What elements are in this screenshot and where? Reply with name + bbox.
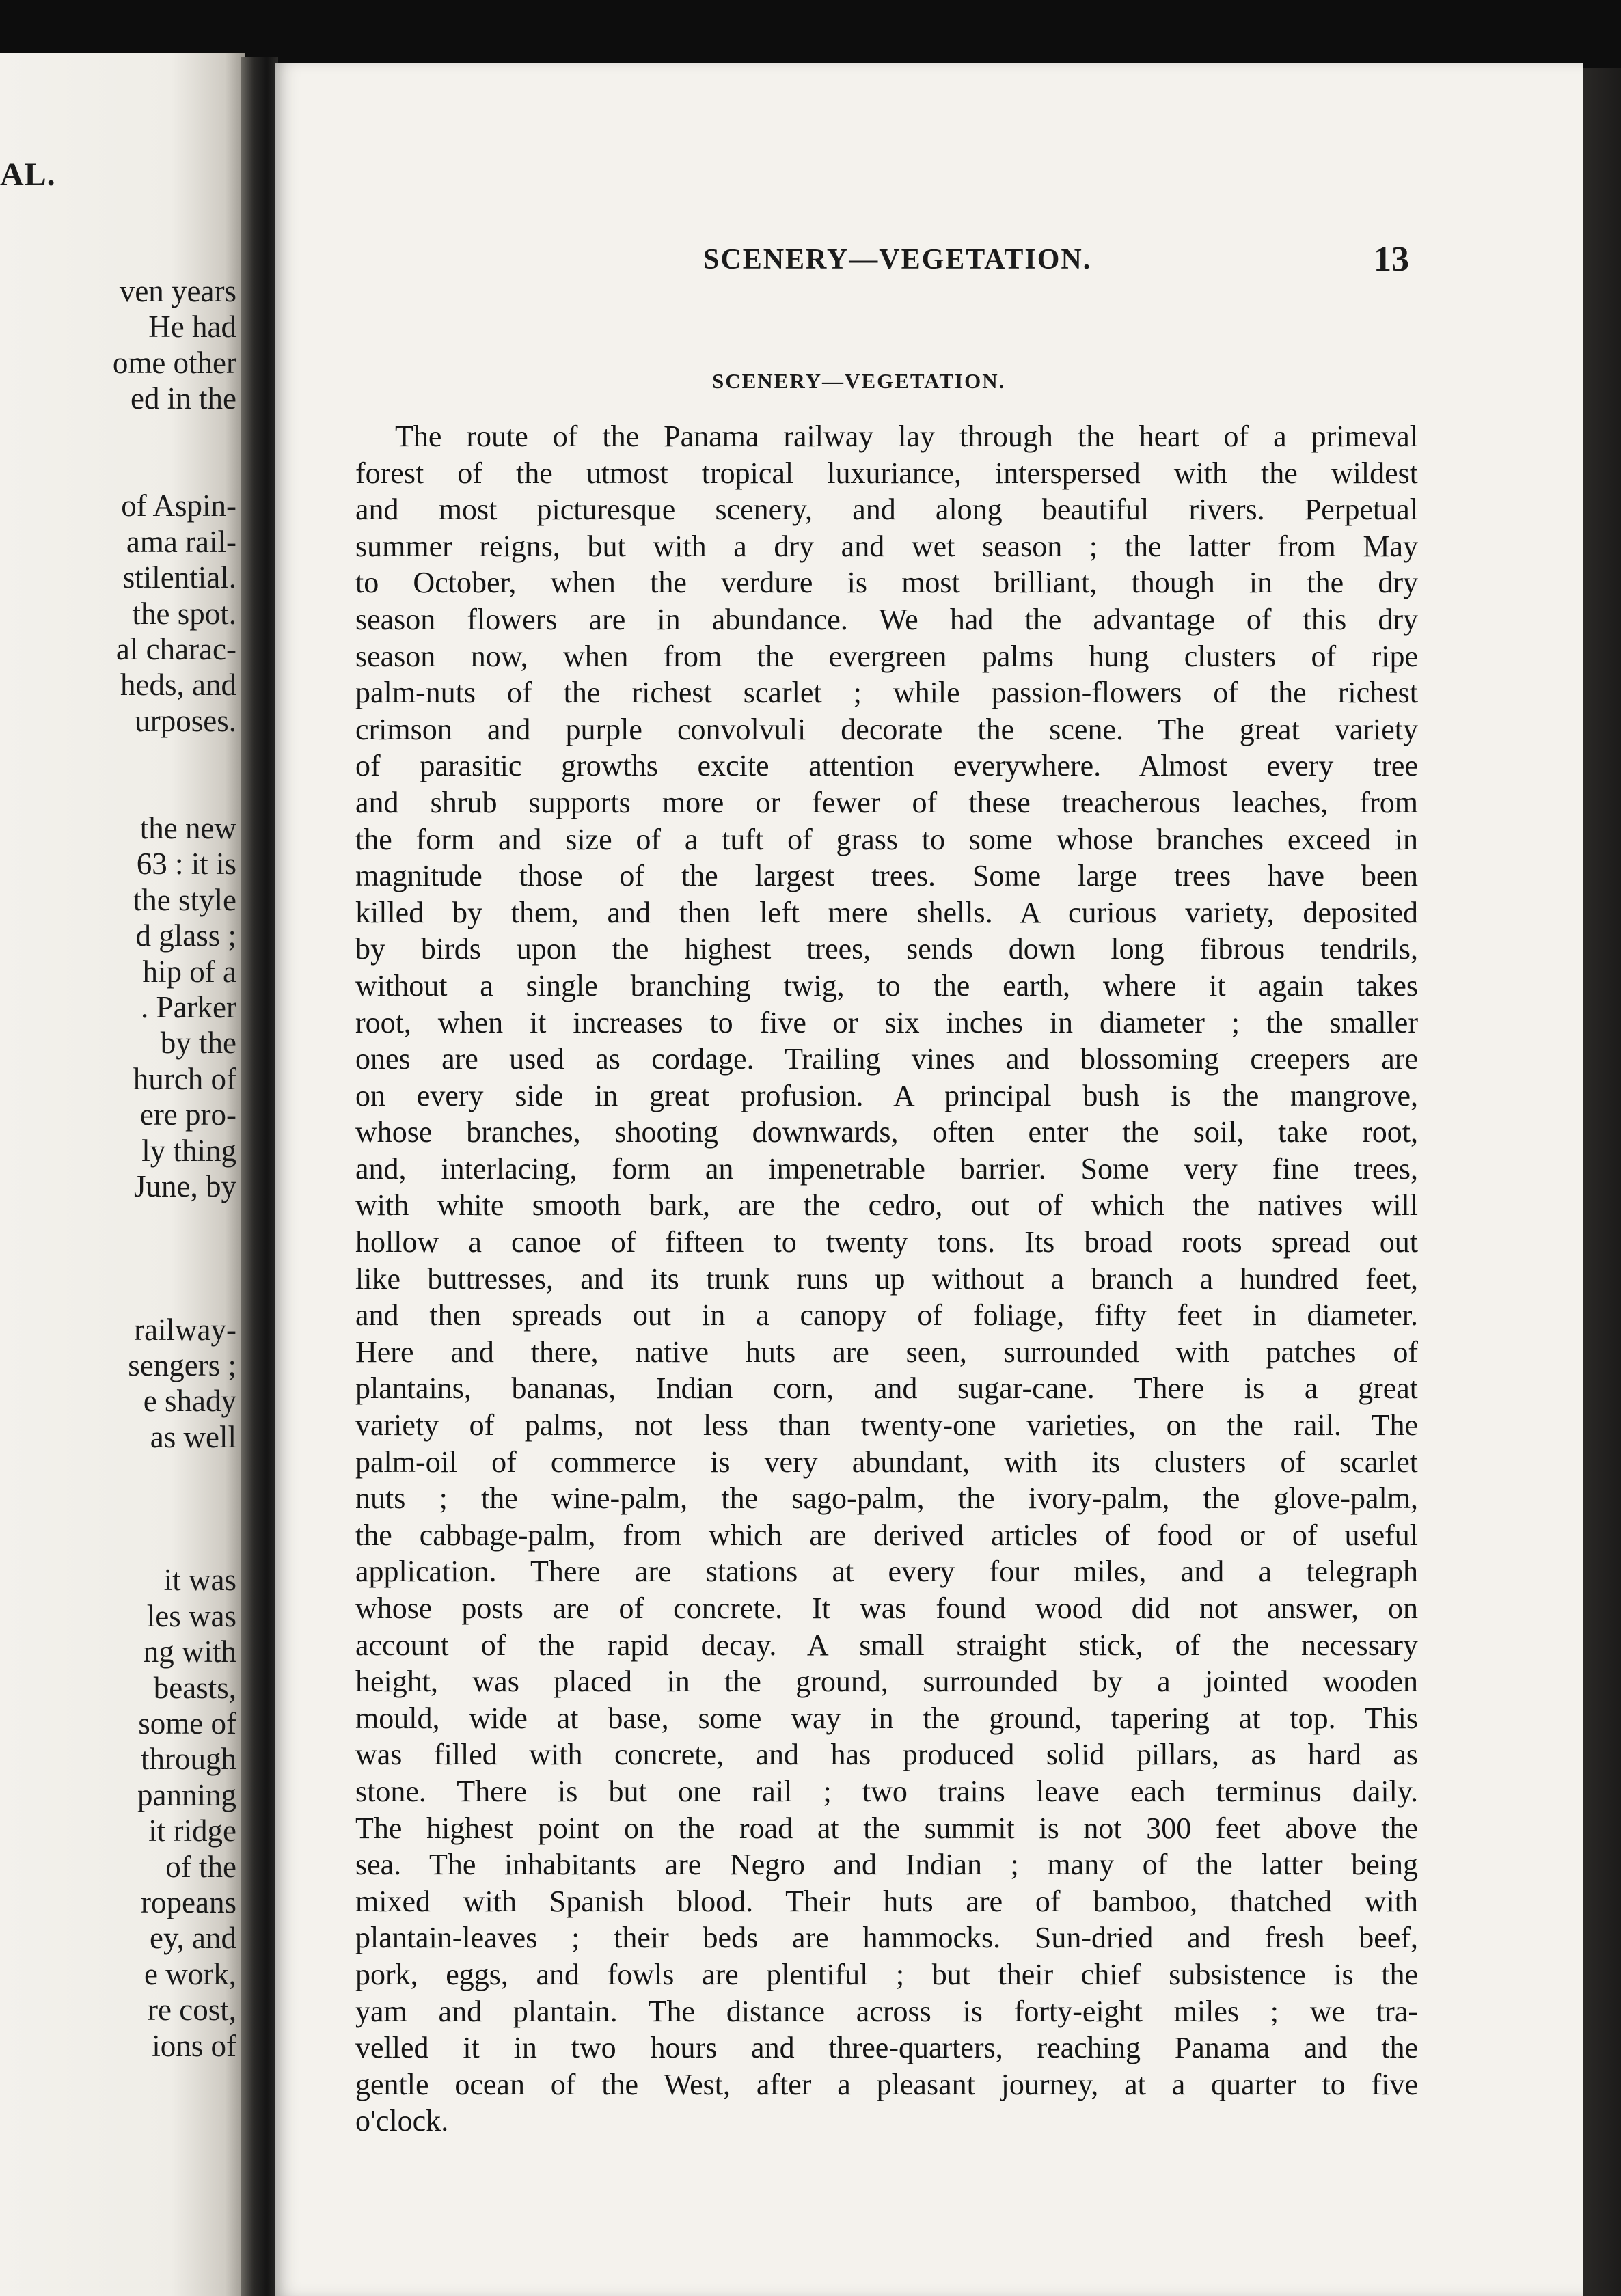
text-line: and then spreads out in a canopy of foliage, fifty feet in diameter. — [355, 1298, 1418, 1332]
text-line: and most picturesque scenery, and along beautiful rivers. Perpetual — [355, 493, 1418, 527]
text-line: by birds upon the highest trees, sends down long fibrous tendrils, — [355, 932, 1418, 966]
text-line: without a single branching twig, to the earth, where it again takes — [355, 968, 1418, 1002]
text-line: root, when it increases to five or six inches in diameter ; the smaller — [355, 1005, 1418, 1039]
text-line: whose branches, shooting downwards, often enter the soil, take root, — [355, 1115, 1418, 1149]
facing-page-line: railway- — [134, 1312, 236, 1347]
text-line: hollow a canoe of fifteen to twenty tons. Its broad roots spread out — [355, 1225, 1418, 1259]
facing-page-line: ama rail- — [126, 524, 236, 559]
facing-page-line: e work, — [144, 1956, 236, 1991]
text-line: and shrub supports more or fewer of these treacherous leaches, from — [355, 785, 1418, 819]
text-line: season now, when from the evergreen palms hung clusters of ripe — [355, 639, 1418, 673]
facing-page-text — [0, 53, 245, 2296]
text-line: summer reigns, but with a dry and wet season ; the latter from May — [355, 529, 1418, 563]
facing-page-line: hip of a — [142, 954, 236, 989]
text-line: palm-oil of commerce is very abundant, with its clusters of scarlet — [355, 1445, 1418, 1479]
facing-page-line: stilential. — [122, 560, 236, 595]
facing-page-line: as well — [150, 1419, 236, 1454]
text-line: ones are used as cordage. Trailing vines and blossoming creepers are — [355, 1042, 1418, 1076]
text-line: yam and plantain. The distance across is forty-eight miles ; we tra- — [355, 1994, 1418, 2028]
text-line: magnitude those of the largest trees. Some large trees have been — [355, 859, 1418, 893]
text-line: variety of palms, not less than twenty-one varieties, on the rail. The — [355, 1408, 1418, 1443]
text-line: The highest point on the road at the summit is not 300 feet above the — [355, 1811, 1418, 1845]
facing-page-line: the style — [133, 882, 236, 917]
facing-page-line: urposes. — [135, 703, 236, 738]
facing-page-line: by the — [160, 1026, 236, 1061]
facing-page-line: the new — [139, 811, 236, 845]
text-line: palm-nuts of the richest scarlet ; while passion-flowers of the richest — [355, 676, 1418, 710]
facing-page-line: heds, and — [120, 668, 236, 702]
facing-page-line: beasts, — [153, 1670, 236, 1705]
text-line: sea. The inhabitants are Negro and Indian ; many of the latter being — [355, 1848, 1418, 1882]
facing-page-line: it was — [163, 1563, 236, 1598]
text-line: The route of the Panama railway lay through the heart of a primeval — [395, 420, 1418, 453]
page-right — [275, 63, 1583, 2296]
facing-page-line: of the — [165, 1849, 236, 1884]
facing-page-line: sengers ; — [128, 1348, 236, 1382]
text-line: account of the rapid decay. A small straight stick, of the necessary — [355, 1628, 1418, 1662]
text-line: the cabbage-palm, from which are derived articles of food or of useful — [355, 1518, 1418, 1552]
text-line: to October, when the verdure is most brilliant, though in the dry — [355, 566, 1418, 600]
facing-page-line: June, by — [134, 1169, 236, 1203]
page-edge — [1583, 68, 1621, 2296]
facing-page-line: of Aspin- — [121, 489, 236, 523]
facing-page-line: ions of — [152, 2028, 236, 2063]
facing-page-line: panning — [137, 1777, 236, 1812]
text-line: plantains, bananas, Indian corn, and sugar-cane. There is a great — [355, 1371, 1418, 1406]
text-line: o'clock. — [355, 2104, 449, 2138]
text-line: on every side in great profusion. A principal bush is the mangrove, — [355, 1078, 1418, 1112]
facing-page-line: ng with — [143, 1635, 236, 1669]
facing-page-line: hurch of — [133, 1061, 236, 1096]
text-line: the form and size of a tuft of grass to some whose branches exceed in — [355, 822, 1418, 856]
facing-page-line: e shady — [143, 1384, 236, 1419]
facing-page-line: al charac- — [115, 632, 236, 666]
text-line: gentle ocean of the West, after a pleasant journey, at a quarter to five — [355, 2067, 1418, 2101]
text-line: season flowers are in abundance. We had the advantage of this dry — [355, 602, 1418, 636]
section-title: SCENERY—VEGETATION. — [712, 369, 1006, 393]
text-line: mixed with Spanish blood. Their huts are of bamboo, thatched with — [355, 1884, 1418, 1918]
facing-page-line: . Parker — [141, 990, 236, 1024]
text-line: application. There are stations at every four miles, and a telegraph — [355, 1555, 1418, 1589]
facing-page-line: ed in the — [131, 381, 236, 416]
text-line: forest of the utmost tropical luxuriance, interspersed with the wildest — [355, 456, 1418, 490]
facing-page-line: ere pro- — [139, 1097, 236, 1132]
text-line: height, was placed in the ground, surrounded by a jointed wooden — [355, 1665, 1418, 1699]
text-line: of parasitic growths excite attention everywhere. Almost every tree — [355, 749, 1418, 783]
text-line: plantain-leaves ; their beds are hammocks. Sun-dried and fresh beef, — [355, 1921, 1418, 1955]
text-line: whose posts are of concrete. It was found wood did not answer, on — [355, 1591, 1418, 1625]
facing-page-line: ey, and — [149, 1921, 236, 1956]
facing-page-left — [0, 53, 245, 2296]
facing-page-line: ven years — [119, 274, 236, 308]
text-line: velled it in two hours and three-quarters, reaching Panama and the — [355, 2031, 1418, 2065]
text-line: nuts ; the wine-palm, the sago-palm, the ivory-palm, the glove-palm, — [355, 1481, 1418, 1516]
facing-page-line: les was — [146, 1598, 236, 1633]
facing-page-line: it ridge — [148, 1814, 236, 1848]
facing-page-line: d glass ; — [135, 918, 236, 953]
facing-page-header: AL. — [0, 156, 56, 193]
running-title: SCENERY—VEGETATION. — [703, 244, 1092, 275]
facing-page-line: re cost, — [148, 1993, 236, 2027]
facing-page-line: through — [141, 1742, 236, 1777]
text-line: mould, wide at base, some way in the ground, tapering at top. This — [355, 1701, 1418, 1735]
facing-page-line: the spot. — [132, 596, 236, 631]
text-line: stone. There is but one rail ; two trains leave each terminus daily. — [355, 1774, 1418, 1808]
book-gutter — [241, 57, 278, 2296]
text-line: pork, eggs, and fowls are plentiful ; but their chief subsistence is the — [355, 1957, 1418, 1991]
text-line: Here and there, native huts are seen, surrounded with patches of — [355, 1335, 1418, 1369]
text-line: crimson and purple convolvuli decorate the scene. The great variety — [355, 712, 1418, 746]
facing-page-line: ly thing — [141, 1133, 236, 1168]
body-paragraph — [355, 418, 1418, 2140]
facing-page-line: some of — [138, 1706, 236, 1740]
text-line: and, interlacing, form an impenetrable barrier. Some very fine trees, — [355, 1151, 1418, 1186]
facing-page-line: He had — [148, 310, 236, 344]
page-number: 13 — [1374, 240, 1409, 279]
text-line: like buttresses, and its trunk runs up without a branch a hundred feet, — [355, 1261, 1418, 1296]
text-line: was filled with concrete, and has produced solid pillars, as hard as — [355, 1738, 1418, 1772]
text-line: killed by them, and then left mere shells. A curious variety, deposited — [355, 895, 1418, 929]
facing-page-line: ropeans — [141, 1885, 236, 1919]
facing-page-line: ome other — [112, 345, 236, 380]
text-line: with white smooth bark, are the cedro, out of which the natives will — [355, 1188, 1418, 1222]
facing-page-line: 63 : it is — [136, 847, 236, 882]
